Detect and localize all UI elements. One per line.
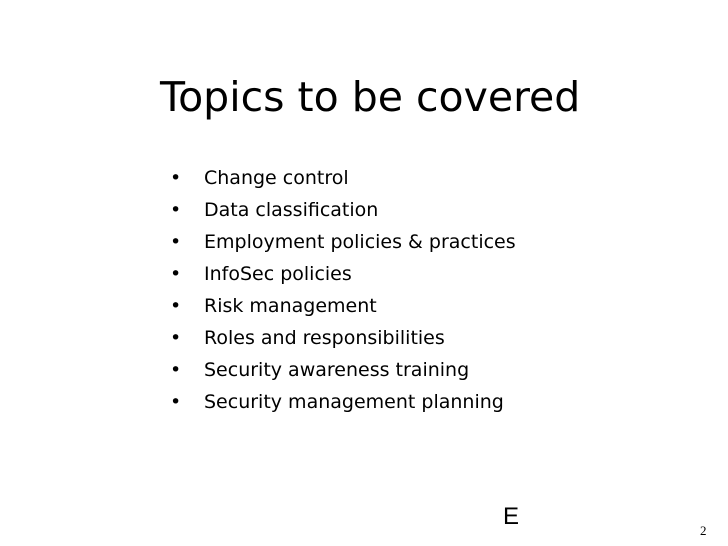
list-item: [170, 194, 516, 226]
list-item: [170, 290, 516, 322]
bullet-text: Roles and responsibilities: [204, 327, 445, 349]
bullet-icon: •: [170, 391, 182, 413]
bullet-text: Risk management: [204, 295, 377, 317]
list-item: [170, 354, 516, 386]
page-number: 2: [700, 523, 707, 538]
list-item: [170, 162, 516, 194]
bullet-icon: •: [170, 263, 182, 285]
bullet-text: Security awareness training: [204, 359, 470, 381]
bullet-text: Change control: [204, 167, 349, 189]
bullet-list: [170, 162, 516, 418]
bullet-icon: •: [170, 231, 182, 253]
list-item: [170, 258, 516, 290]
bullet-icon: •: [170, 327, 182, 349]
footer-mark: E: [503, 503, 520, 530]
bullet-icon: •: [170, 167, 182, 189]
slide-title: Topics to be covered: [160, 73, 581, 121]
bullet-icon: •: [170, 295, 182, 317]
bullet-text: InfoSec policies: [204, 263, 352, 285]
list-item: [170, 322, 516, 354]
list-item: [170, 226, 516, 258]
bullet-text: Employment policies & practices: [204, 231, 516, 253]
bullet-icon: •: [170, 359, 182, 381]
bullet-text: Data classification: [204, 199, 379, 221]
bullet-text: Security management planning: [204, 391, 504, 413]
list-item: [170, 386, 516, 418]
bullet-icon: •: [170, 199, 182, 221]
